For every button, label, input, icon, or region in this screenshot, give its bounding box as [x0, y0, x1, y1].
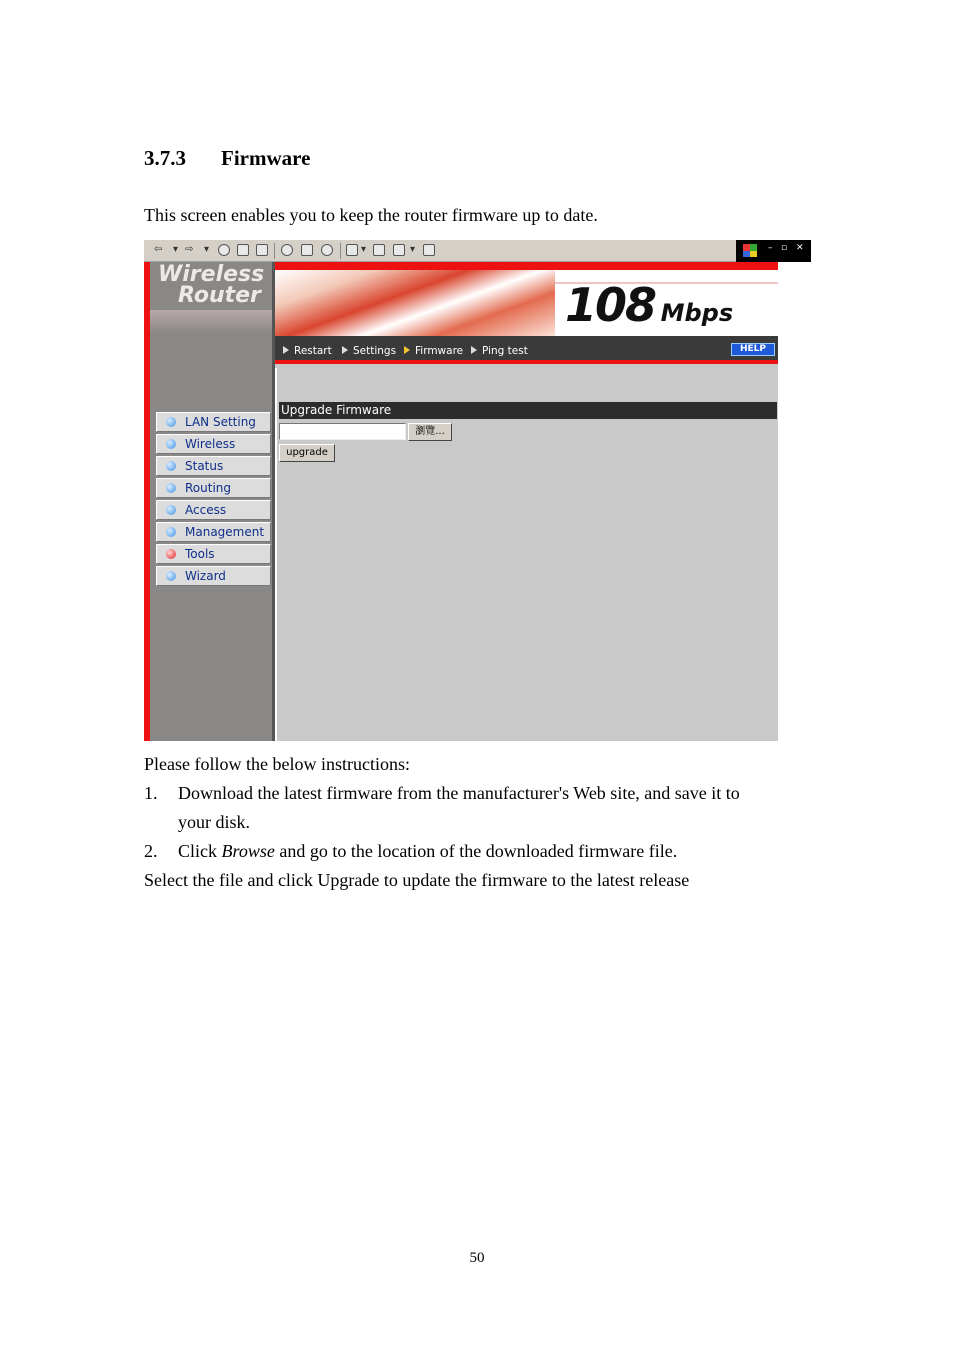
- sidebar-item-label: Wizard: [185, 569, 226, 583]
- step-2: [144, 837, 677, 866]
- router-screenshot: [144, 240, 811, 741]
- edit-icon[interactable]: [393, 244, 405, 256]
- bullet-icon: [166, 461, 176, 471]
- section-number: 3.7.3: [144, 146, 186, 170]
- bullet-icon: [166, 505, 176, 515]
- arrow-right-icon: [404, 346, 410, 354]
- speed-unit: Mbps: [660, 299, 734, 327]
- arrow-right-icon: [342, 346, 348, 354]
- nav-ping-test[interactable]: [471, 345, 528, 357]
- sidebar-item-label: LAN Setting: [185, 415, 256, 429]
- browser-toolbar: [144, 240, 736, 262]
- bullet-active-icon: [166, 549, 176, 559]
- brand-line-1: Wireless: [158, 262, 265, 287]
- nav-link-label: Ping test: [482, 345, 528, 357]
- section-title: Firmware: [221, 146, 311, 170]
- window-controls: [736, 240, 811, 262]
- firmware-file-input[interactable]: [279, 423, 406, 440]
- step-number: 1.: [144, 783, 158, 803]
- sidebar-item-tools[interactable]: [156, 544, 271, 564]
- nav-settings[interactable]: [342, 345, 396, 357]
- arrow-right-icon: [471, 346, 477, 354]
- history-icon[interactable]: [321, 244, 333, 256]
- arrow-right-icon: [283, 346, 289, 354]
- step-1: [144, 779, 740, 808]
- sidebar-item-label: Tools: [185, 547, 215, 561]
- windows-logo-icon: [743, 244, 757, 257]
- sidebar-menu: [156, 412, 271, 588]
- banner-artwork: [275, 270, 555, 336]
- sidebar-item-lan-setting[interactable]: [156, 412, 271, 432]
- step-text: Download the latest firmware from the manufacturer's Web site, and save it to: [178, 783, 740, 803]
- back-dropdown-icon[interactable]: ▾: [173, 244, 179, 255]
- sidebar-item-access[interactable]: [156, 500, 271, 520]
- bullet-icon: [166, 571, 176, 581]
- toolbar-divider: [340, 243, 341, 259]
- section-heading: [144, 146, 310, 171]
- sidebar-item-label: Wireless: [185, 437, 236, 451]
- nav-firmware[interactable]: [404, 345, 463, 357]
- restore-icon[interactable]: ▫: [781, 243, 788, 253]
- sidebar-item-management[interactable]: [156, 522, 271, 542]
- brand-line-2: Router: [178, 283, 261, 308]
- close-icon[interactable]: ✕: [796, 243, 804, 253]
- sidebar-item-status[interactable]: [156, 456, 271, 476]
- intro-paragraph: This screen enables you to keep the router firmware up to date.: [144, 205, 598, 225]
- refresh-icon[interactable]: [237, 244, 249, 256]
- router-web-ui: [144, 262, 778, 741]
- nav-link-label: Restart: [294, 345, 332, 357]
- sidebar: [144, 262, 272, 741]
- bullet-icon: [166, 439, 176, 449]
- upgrade-button[interactable]: upgrade: [279, 444, 335, 462]
- minimize-icon[interactable]: –: [768, 243, 773, 253]
- forward-dropdown-icon[interactable]: ▾: [204, 244, 210, 255]
- brand-shadow: [150, 310, 272, 334]
- bullet-icon: [166, 483, 176, 493]
- sidebar-item-label: Status: [185, 459, 224, 473]
- nav-restart[interactable]: [283, 345, 332, 357]
- step-number: 2.: [144, 841, 158, 861]
- sidebar-item-routing[interactable]: [156, 478, 271, 498]
- sidebar-item-wizard[interactable]: [156, 566, 271, 586]
- favorites-icon[interactable]: [301, 244, 313, 256]
- sidebar-item-wireless[interactable]: [156, 434, 271, 454]
- forward-icon[interactable]: ⇨: [185, 244, 194, 255]
- nav-link-label: Settings: [353, 345, 397, 357]
- main-content: [275, 368, 778, 741]
- sidebar-item-label: Management: [185, 525, 265, 539]
- sidebar-item-label: Access: [185, 503, 227, 517]
- home-icon[interactable]: [256, 244, 268, 256]
- browse-button[interactable]: 瀏覽...: [408, 423, 452, 441]
- help-button[interactable]: HELP: [731, 343, 775, 356]
- closing-paragraph: Select the file and click Upgrade to update the firmware to the latest release: [144, 870, 690, 890]
- speed-logo: [565, 280, 733, 330]
- top-nav: [275, 336, 778, 364]
- header-banner: [275, 262, 778, 336]
- stop-icon[interactable]: [218, 244, 230, 256]
- step-1-continued: your disk.: [178, 812, 250, 832]
- bullet-icon: [166, 417, 176, 427]
- discuss-icon[interactable]: [423, 244, 435, 256]
- panel-title: Upgrade Firmware: [279, 402, 777, 419]
- back-icon[interactable]: ⇦: [154, 244, 163, 255]
- edit-dropdown-icon[interactable]: ▾: [410, 244, 416, 255]
- step-text-after: and go to the location of the downloaded firmware file.: [274, 841, 678, 861]
- step-emphasis: Browse: [221, 841, 275, 861]
- bullet-icon: [166, 527, 176, 537]
- brand-logo: [158, 264, 264, 306]
- sidebar-item-label: Routing: [185, 481, 232, 495]
- speed-number: 108: [565, 278, 656, 332]
- print-icon[interactable]: [373, 244, 385, 256]
- instructions-lead: Please follow the below instructions:: [144, 754, 410, 774]
- mail-dropdown-icon[interactable]: ▾: [361, 244, 367, 255]
- page-number: 50: [469, 1250, 485, 1266]
- toolbar-divider: [274, 243, 275, 259]
- step-text-before: Click: [178, 841, 222, 861]
- search-icon[interactable]: [281, 244, 293, 256]
- mail-icon[interactable]: [346, 244, 358, 256]
- nav-link-label: Firmware: [415, 345, 464, 357]
